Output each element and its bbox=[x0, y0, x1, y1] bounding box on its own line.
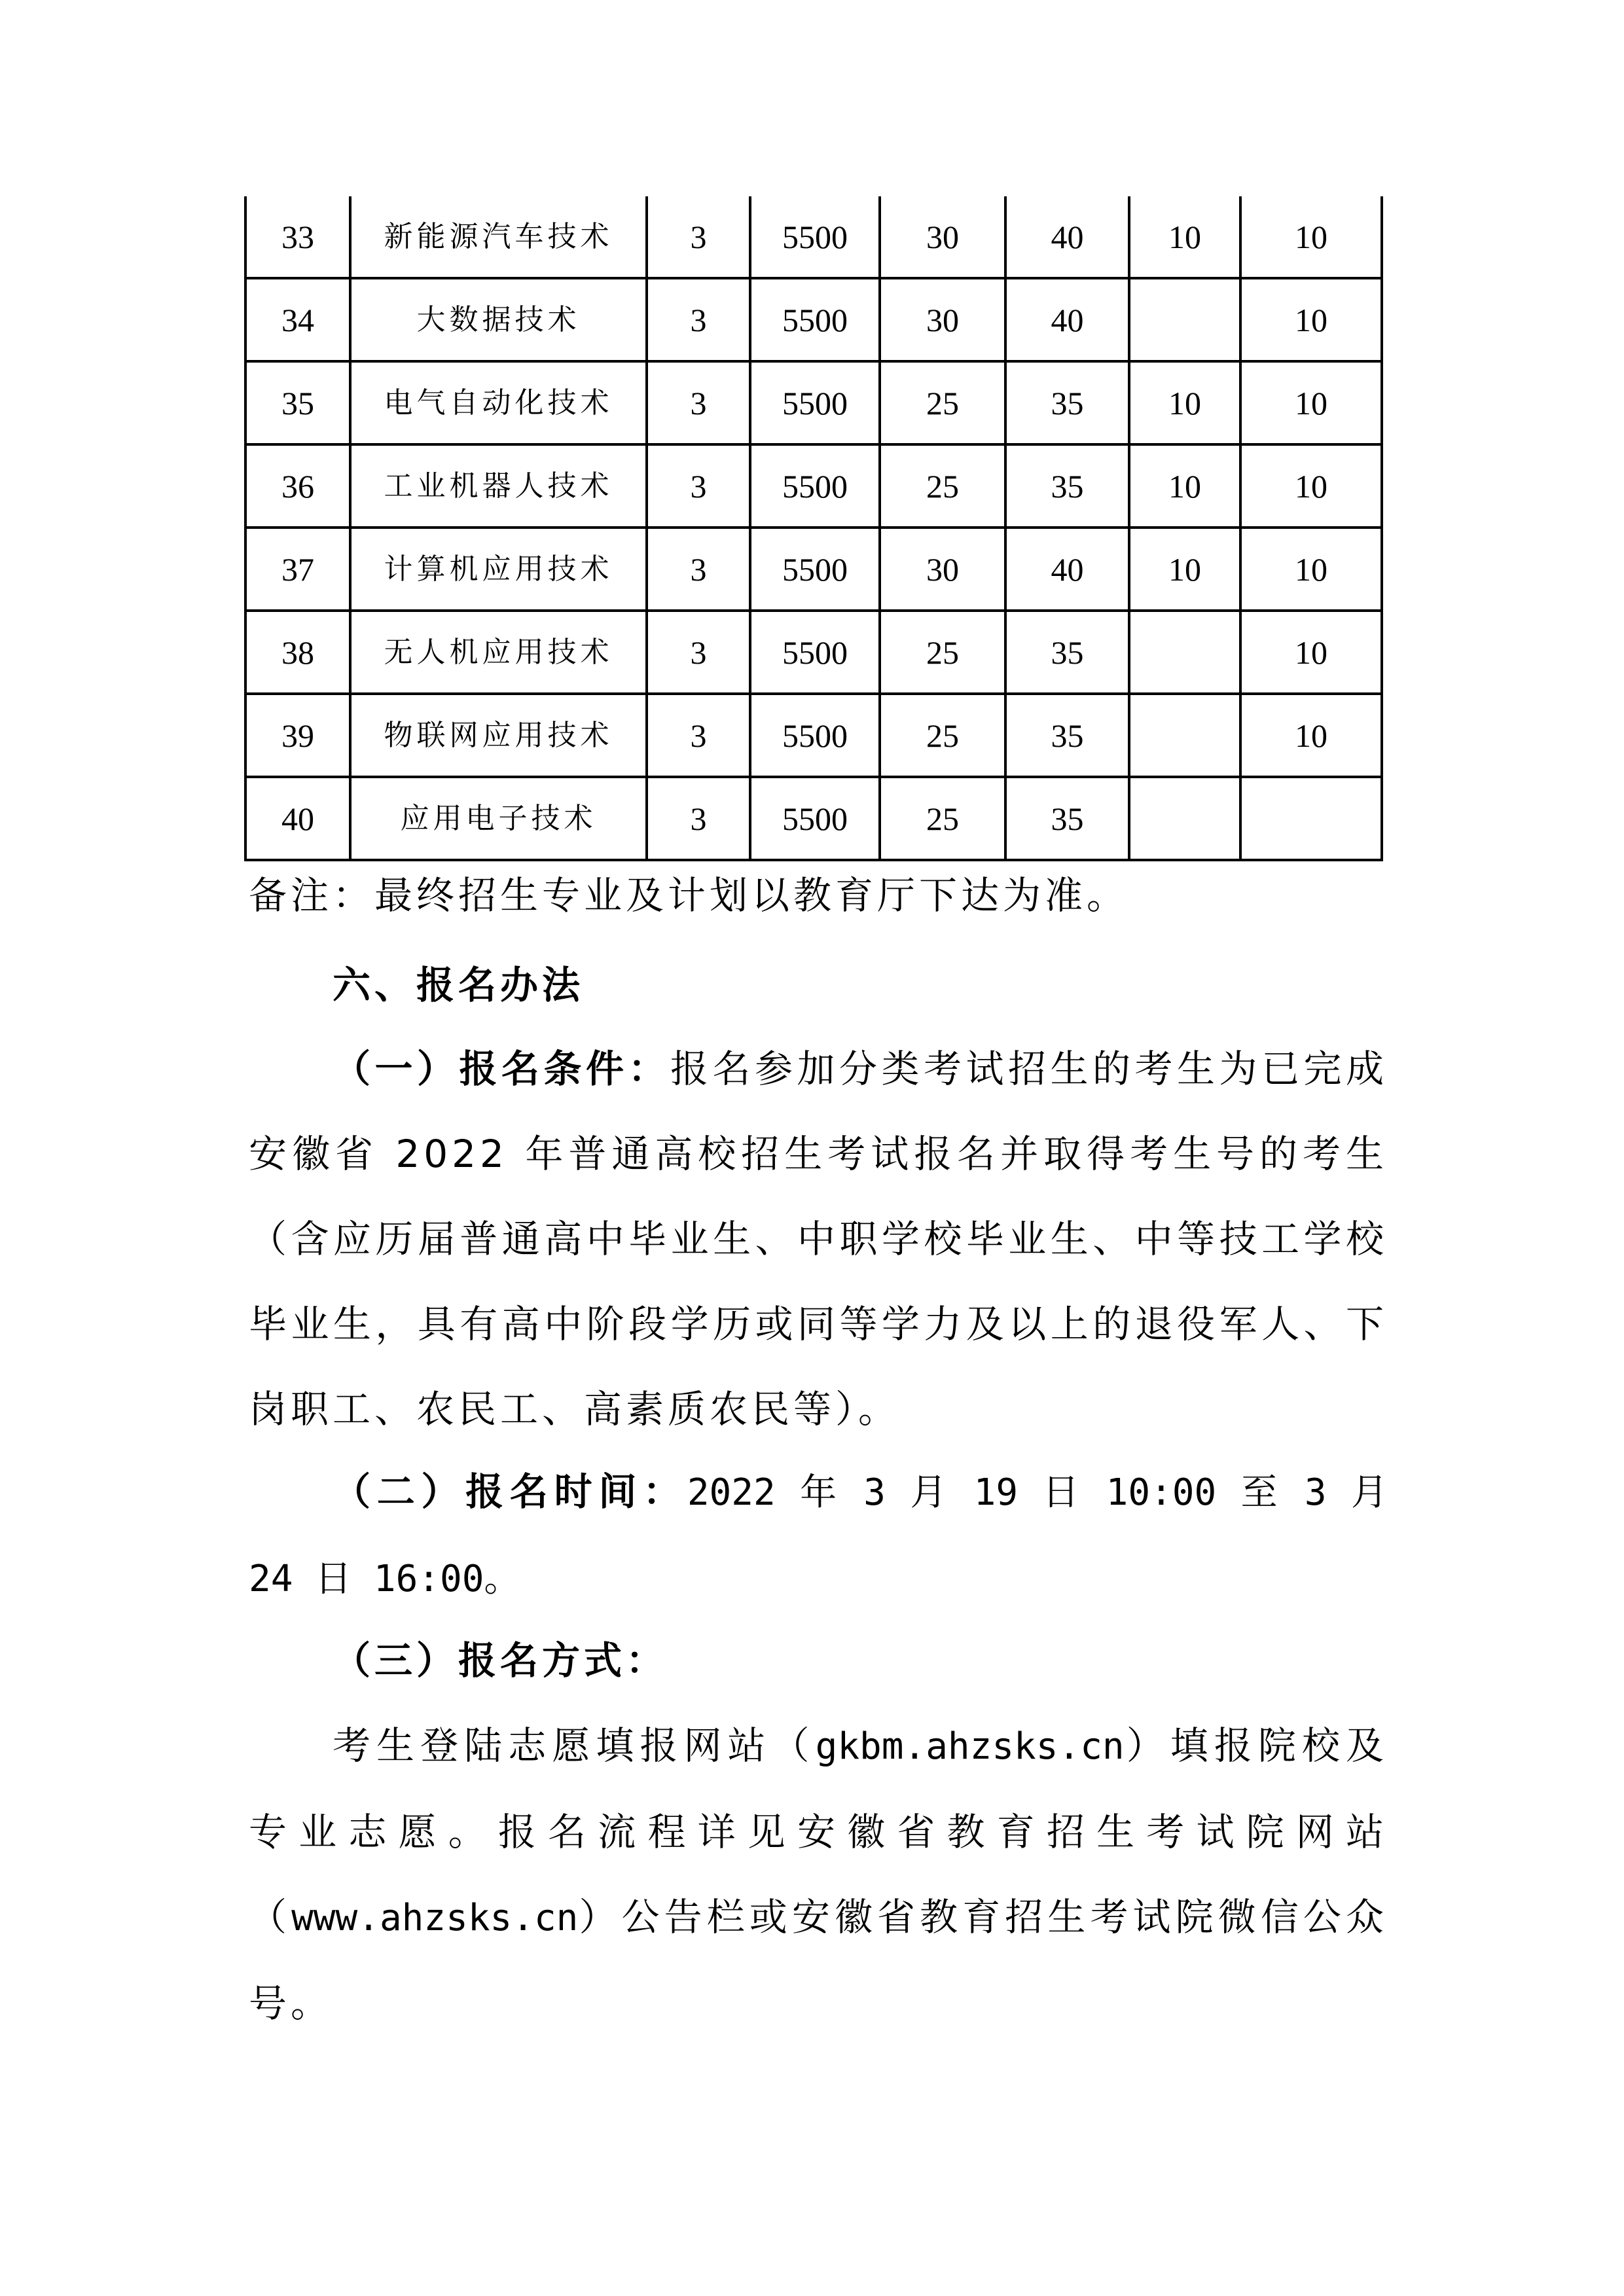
plan-col-8-cell: 10 bbox=[1240, 361, 1382, 444]
study-years-cell: 3 bbox=[647, 694, 750, 777]
row-number-cell: 37 bbox=[245, 528, 350, 611]
table-note: 备注：最终招生专业及计划以教育厅下达为准。 bbox=[249, 873, 1129, 918]
plan-col-7-cell bbox=[1129, 278, 1240, 361]
tuition-fee-cell: 5500 bbox=[750, 278, 880, 361]
tuition-fee-cell: 5500 bbox=[750, 694, 880, 777]
eligibility-label: （一）报名条件： bbox=[333, 1047, 670, 1091]
plan-col-8-cell: 10 bbox=[1240, 528, 1382, 611]
study-years-cell: 3 bbox=[647, 278, 750, 361]
plan-col-7-cell: 10 bbox=[1129, 196, 1240, 278]
plan-col-7-cell: 10 bbox=[1129, 528, 1240, 611]
major-name-cell: 电气自动化技术 bbox=[350, 361, 647, 444]
plan-col-5-cell: 30 bbox=[880, 528, 1005, 611]
tuition-fee-cell: 5500 bbox=[750, 361, 880, 444]
plan-col-8-cell: 10 bbox=[1240, 278, 1382, 361]
registration-time-label: （二）报名时间： bbox=[333, 1469, 687, 1514]
plan-col-6-cell: 40 bbox=[1005, 278, 1129, 361]
plan-col-5-cell: 25 bbox=[880, 444, 1005, 528]
tuition-fee-cell: 5500 bbox=[750, 611, 880, 694]
major-name-cell: 大数据技术 bbox=[350, 278, 647, 361]
plan-col-6-cell: 35 bbox=[1005, 777, 1129, 860]
tuition-fee-cell: 5500 bbox=[750, 528, 880, 611]
plan-col-6-cell: 35 bbox=[1005, 444, 1129, 528]
table-row bbox=[245, 694, 1382, 777]
link-ahzsks[interactable]: www.ahzsks.cn bbox=[291, 1897, 579, 1939]
plan-col-7-cell bbox=[1129, 611, 1240, 694]
plan-col-8-cell: 10 bbox=[1240, 444, 1382, 528]
method-text-a: 考生登陆志愿填报网站（ bbox=[333, 1723, 816, 1768]
major-name-cell: 计算机应用技术 bbox=[350, 528, 647, 611]
plan-col-5-cell: 30 bbox=[880, 278, 1005, 361]
study-years-cell: 3 bbox=[647, 196, 750, 278]
table-row bbox=[245, 278, 1382, 361]
plan-col-6-cell: 35 bbox=[1005, 361, 1129, 444]
plan-col-5-cell: 25 bbox=[880, 694, 1005, 777]
major-name-cell: 无人机应用技术 bbox=[350, 611, 647, 694]
plan-col-6-cell: 40 bbox=[1005, 528, 1129, 611]
plan-col-6-cell: 40 bbox=[1005, 196, 1129, 278]
plan-col-5-cell: 30 bbox=[880, 196, 1005, 278]
plan-col-8-cell: 10 bbox=[1240, 694, 1382, 777]
study-years-cell: 3 bbox=[647, 528, 750, 611]
plan-col-5-cell: 25 bbox=[880, 611, 1005, 694]
tuition-fee-cell: 5500 bbox=[750, 777, 880, 860]
plan-col-7-cell: 10 bbox=[1129, 361, 1240, 444]
plan-col-6-cell: 35 bbox=[1005, 694, 1129, 777]
paragraph-registration-time bbox=[249, 1449, 1388, 1622]
plan-col-5-cell: 25 bbox=[880, 777, 1005, 860]
section-heading: 六、报名办法 bbox=[333, 963, 585, 1007]
method-text-c: ）公告栏或安徽省教育招生考试院微信公众号。 bbox=[249, 1895, 1388, 2026]
table-row bbox=[245, 777, 1382, 860]
study-years-cell: 3 bbox=[647, 777, 750, 860]
plan-col-7-cell: 10 bbox=[1129, 444, 1240, 528]
paragraph-registration-method bbox=[249, 1703, 1388, 2046]
row-number-cell: 39 bbox=[245, 694, 350, 777]
registration-method-label: （三）报名方式： bbox=[333, 1638, 668, 1683]
method-text-b: ）填报院校及专业志愿。报名流程详见安徽省教育招生考试院网站（ bbox=[249, 1723, 1388, 1939]
table-row bbox=[245, 528, 1382, 611]
table-row bbox=[245, 444, 1382, 528]
row-number-cell: 35 bbox=[245, 361, 350, 444]
plan-col-5-cell: 25 bbox=[880, 361, 1005, 444]
eligibility-text: 报名参加分类考试招生的考生为已完成安徽省 2022 年普通高校招生考试报名并取得考生号的考生（含应历届普通高中毕业生、中职学校毕业生、中等技工学校毕业生，具有高中阶段学历或同等学力及以上的退役军人、下岗职工、农民工、高素质农民等）。 bbox=[249, 1047, 1388, 1431]
row-number-cell: 34 bbox=[245, 278, 350, 361]
table-row bbox=[245, 196, 1382, 278]
plan-col-7-cell bbox=[1129, 694, 1240, 777]
table-row bbox=[245, 361, 1382, 444]
study-years-cell: 3 bbox=[647, 444, 750, 528]
registration-time-text: 2022 年 3 月 19 日 10:00 至 3 月 24 日 16:00。 bbox=[249, 1471, 1388, 1600]
table-row bbox=[245, 611, 1382, 694]
row-number-cell: 36 bbox=[245, 444, 350, 528]
enrollment-plan-table bbox=[244, 196, 1383, 861]
row-number-cell: 40 bbox=[245, 777, 350, 860]
major-name-cell: 新能源汽车技术 bbox=[350, 196, 647, 278]
major-name-cell: 物联网应用技术 bbox=[350, 694, 647, 777]
tuition-fee-cell: 5500 bbox=[750, 196, 880, 278]
plan-col-7-cell bbox=[1129, 777, 1240, 860]
table-body bbox=[245, 196, 1382, 860]
tuition-fee-cell: 5500 bbox=[750, 444, 880, 528]
study-years-cell: 3 bbox=[647, 611, 750, 694]
major-name-cell: 应用电子技术 bbox=[350, 777, 647, 860]
study-years-cell: 3 bbox=[647, 361, 750, 444]
link-gkbm[interactable]: gkbm.ahzsks.cn bbox=[815, 1725, 1125, 1768]
plan-col-8-cell bbox=[1240, 777, 1382, 860]
row-number-cell: 38 bbox=[245, 611, 350, 694]
plan-col-8-cell: 10 bbox=[1240, 611, 1382, 694]
row-number-cell: 33 bbox=[245, 196, 350, 278]
plan-col-8-cell: 10 bbox=[1240, 196, 1382, 278]
plan-col-6-cell: 35 bbox=[1005, 611, 1129, 694]
major-name-cell: 工业机器人技术 bbox=[350, 444, 647, 528]
paragraph-eligibility bbox=[249, 1026, 1388, 1452]
